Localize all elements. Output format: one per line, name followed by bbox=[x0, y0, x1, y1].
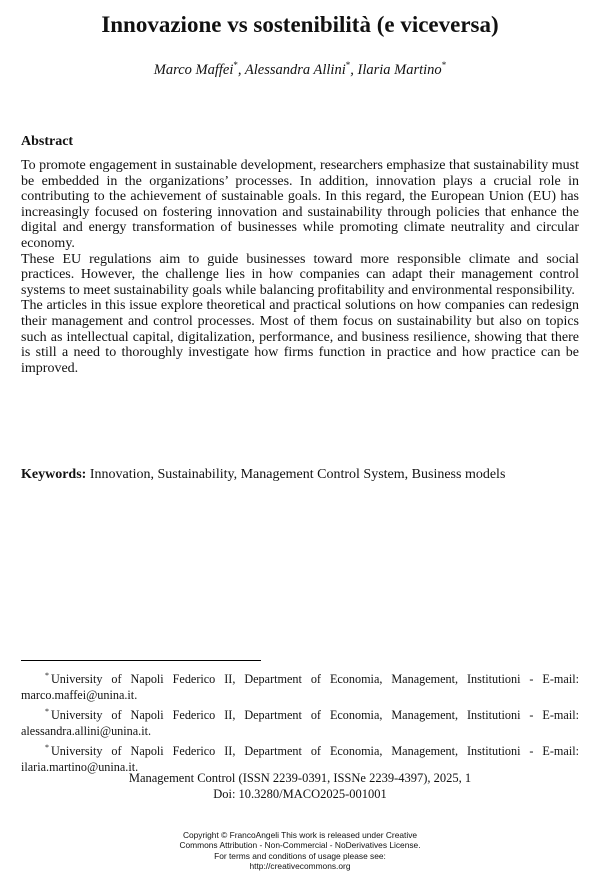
license-link[interactable]: http://creativecommons.org bbox=[249, 861, 351, 872]
paper-title: Innovazione vs sostenibilità (e viceversa) bbox=[101, 12, 499, 37]
journal-citation: Management Control (ISSN 2239-0391, ISSNe 2239-4397), 2025, 1 bbox=[128, 771, 472, 785]
footnote: * University of Napoli Federico II, Department of Economia, Management, Institutioni - E-mail: ilaria.martino@unina.it. bbox=[21, 743, 579, 774]
abstract-paragraph: To promote engagement in sustainable development, researchers emphasize that sustainability must be embedded in the organizations’ processes. In addition, innovation plays a crucial role in contributing to the achievement of sustainable goals. In this regard, the European Union (EU) has increasingly focused on fostering innovation and sustainability through policies that enhance the digital and energy transformation of businesses while promoting climate neutrality and circular economy. bbox=[21, 158, 579, 251]
journal-info bbox=[0, 770, 600, 802]
keywords bbox=[21, 466, 579, 483]
footnote-divider bbox=[21, 660, 261, 661]
abstract-paragraph: These EU regulations aim to guide businesses toward more responsible climate and social practices. However, the challenge lies in how companies can adapt their management control systems to meet sustainability goals while balancing profitability and environmental responsibility. bbox=[21, 251, 579, 298]
author: Ilaria Martino* bbox=[357, 60, 447, 78]
keywords-text: Innovation, Sustainability, Management Control System, Business models bbox=[89, 467, 506, 482]
author: Alessandra Allini*, bbox=[244, 60, 358, 78]
copyright-line: For terms and conditions of usage please see: bbox=[214, 850, 386, 861]
copyright-line: Commons Attribution - Non-Commercial - NoDerivatives License. bbox=[179, 840, 421, 851]
keywords-label: Keywords: bbox=[21, 467, 87, 482]
author-list bbox=[0, 60, 600, 79]
abstract-body bbox=[21, 158, 579, 376]
footnote: * University of Napoli Federico II, Department of Economia, Management, Institutioni - E-mail: alessandra.allini@unina.it. bbox=[21, 707, 579, 738]
doi: Doi: 10.3280/MACO2025-001001 bbox=[213, 787, 387, 801]
footnote: * University of Napoli Federico II, Department of Economia, Management, Institutioni - E-mail: marco.maffei@unina.it. bbox=[21, 671, 579, 702]
copyright-notice bbox=[0, 830, 600, 872]
abstract-heading: Abstract bbox=[21, 134, 74, 149]
author: Marco Maffei*, bbox=[153, 60, 245, 78]
abstract-paragraph: The articles in this issue explore theoretical and practical solutions on how companies can redesign their management and control processes. Most of them focus on sustainability but also on topics such as intellectual capital, digitalization, performance, and business resilience, showing that there is still a need to thoroughly investigate how firms function in practice and how practice can be improved. bbox=[21, 298, 579, 376]
footnotes bbox=[21, 668, 579, 776]
copyright-line: Copyright © FrancoAngeli This work is released under Creative bbox=[182, 830, 418, 840]
